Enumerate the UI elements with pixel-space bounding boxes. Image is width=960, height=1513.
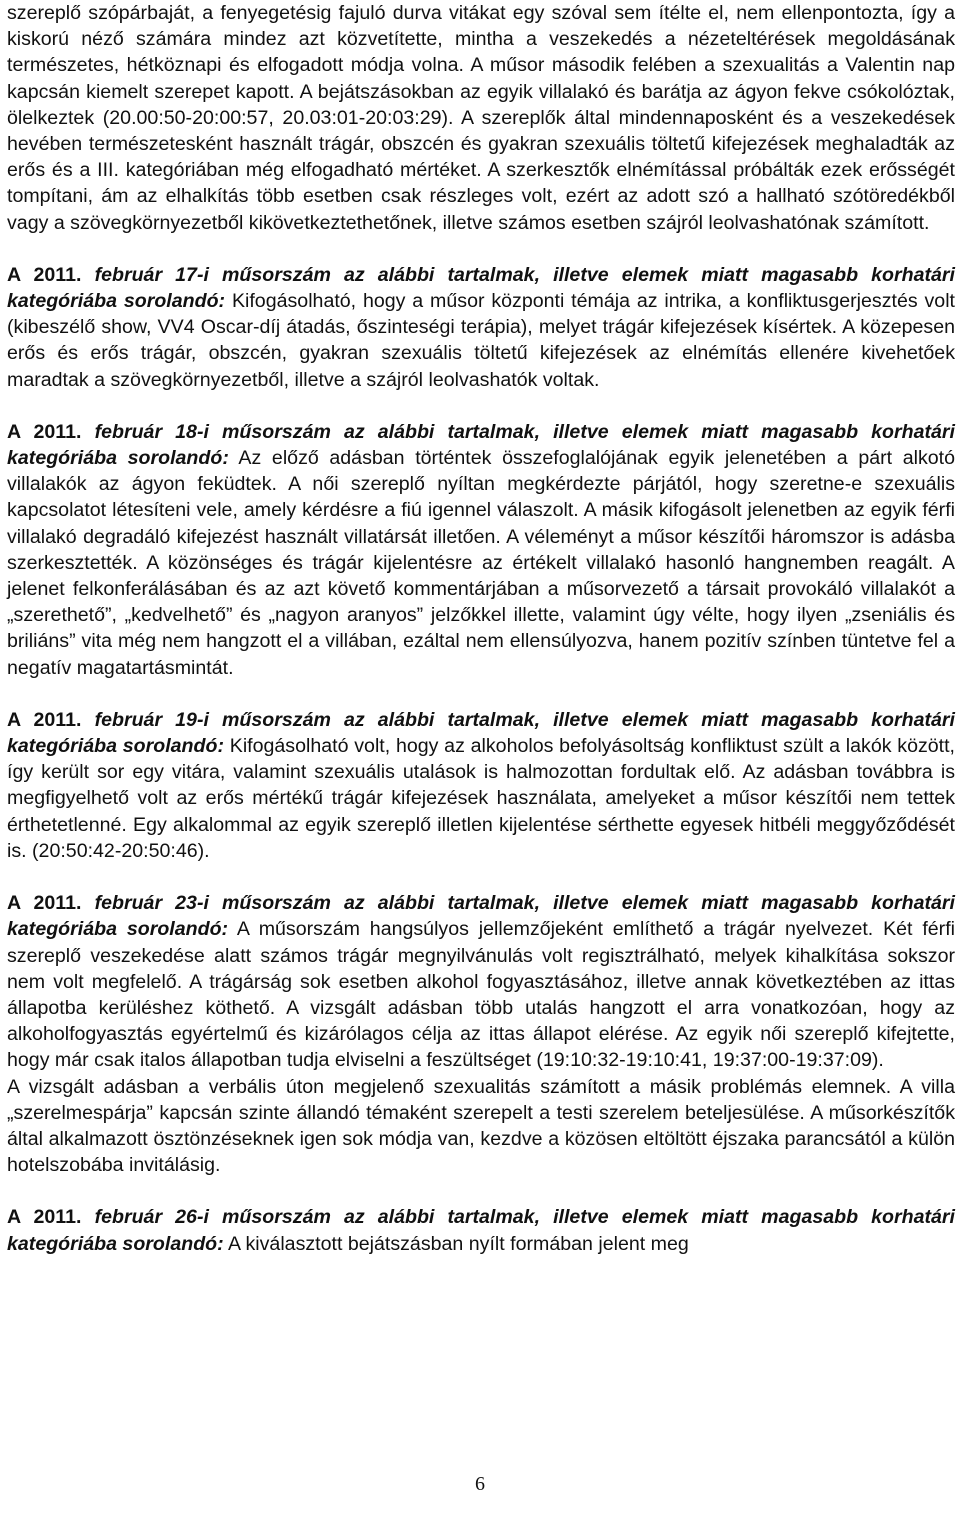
section-lead-text: február 17-i műsorszám az alábbi tartalmak, illetve elemek miatt magasabb korhatári kategóriába sorolandó: [7,263,955,313]
section-body: Kifogásolható volt, hogy az alkoholos befolyásoltság konfliktust szült a lakók között, így került sor egy vitára, valamint szexuális utalások is halmozottan fordultak elő. Az adásban továbbra is megfigyelhető volt az erős mértékű trágár kifejezések használata, amelyeket a műsor készítői nem tettek érthetetlenné. Egy alkalommal az egyik szereplő illetlen kijelentése sérthette egyesek hitbéli meggyőződését is. (20:50:42-20:50:46). [7,735,955,862]
section-body: A műsorszám hangsúlyos jellemzőjeként említhető a trágár nyelvezet. Két férfi szereplő veszekedése alatt számos trágár megnyilvánulás volt regisztrálható, melyek kihalkítása sokszor nem volt megfelelő. A trágárság sok esetben alkohol fogyasztásához, illetve annak következtében az ittas állapotba kerüléshez köthető. A vizsgált adásban több utalás hangzott el arra vonatkozóan, hogy az alkoholfogyasztás egyértelmű és kizárólagos célja az ittas állapot elérése. Az egyik női szereplő kifejtette, hogy már csak italos állapotban tudja elviselni a feszültséget (19:10:32-19:10:41, 19:37:00-19:37:09). [7,918,955,1072]
section-feb-26 [7,1204,955,1256]
section-year: A 2011. [7,892,82,915]
section-body: Kifogásolható, hogy a műsor központi témája az intrika, a konfliktusgerjesztés volt (kibeszélő show, VV4 Oscar-díj átadás, őszinteségi terápia), melyet trágár kifejezések kísértek. A közepesen erős és erős trágár, obszcén, gyakran szexuális töltetű kifejezések az elnémítás ellenére kivehetőek maradtak a szövegkörnyezetből, illetve a szájról leolvashatók voltak. [7,290,955,391]
section-year: A 2011. [7,420,82,443]
section-lead-text: február 26-i műsorszám az alábbi tartalmak, illetve elemek miatt magasabb korhatári kategóriába sorolandó: [7,1206,955,1255]
section-body: A kiválasztott bejátszásban nyílt formában jelent meg [228,1232,689,1255]
section-feb-18 [7,419,955,681]
section-year: A 2011. [7,263,82,286]
section-feb-19 [7,707,955,864]
document-page [7,0,955,1257]
section-feb-23-continuation: A vizsgált adásban a verbális úton megjelenő szexualitás számított a másik problémás elemnek. A villa „szerelmespárja” kapcsán szinte állandó témaként szerepelt a testi szerelem beteljesülése. A műsorkészítők által alkalmazott ösztönzéseknek igen sok módja van, kezdve a közösen eltöltött éjszaka parancsától a külön hotelszobába invitálásig. [7,1075,955,1177]
intro-paragraph: szereplő szópárbaját, a fenyegetésig fajuló durva vitákat egy szóval sem ítélte el, nem ellenpontozta, így a kiskorú néző számára mindez azt közvetítette, mintha a veszekedés a nézeteltérések megoldásának természetes, hétköznapi és elfogadott módja volna. A műsor második felében a szexualitás a Valentin nap kapcsán kiemelt szerepet kapott. A bejátszásokban az egyik villalakó és barátja az ágyon fekve csókolóztak, ölelkeztek (20.00:50-20:00:57, 20.03:01-20:03:29). A szereplők által mindennaposként és a veszekedések hevében természetesként használt trágár, obszcén és gyakran szexuális töltetű kifejezések meghaladták az erős és a III. kategóriában még elfogadható mértéket. A szerkesztők elnémítással próbálták ezek erősségét tompítani, ám az elhalkítás több esetben csak részleges volt, ezért az adott szó a hallható szótöredékből vagy a szövegkörnyezetből kikövetkeztethetőnek, illetve számos esetben szájról leolvashatónak számított. [7,2,955,234]
section-body: Az előző adásban történtek összefoglalójának egyik jelenetében a párt alkotó villalakók az ágyon feküdtek. A női szereplő nyíltan megkérdezte párjától, hogy szeretne-e szexuális kapcsolatot létesíteni vele, amely kérdésre a fiú igennel válaszolt. A másik kifogásolt jelenetben az egyik férfi villalakó degradáló kifejezést használt villatársát illetően. A véleményt a műsor készítői háromszor is adásba szerkesztették. A közönséges és trágár kijelentésre az értékelt villalakó hasonló hangnemben reagált. A jelenet felkonferálásában és az azt követő kommentárjában a műsorvezető a társait provokáló villalakót a „szerethető”, „kedvelhető” és „nagyon aranyos” jelzőkkel illette, valamint úgy vélte, hogy ilyen „zseniális és briliáns” vita még nem hangzott el a villában, ezáltal nem ellensúlyozva, hanem pozitív színben tüntetve fel a negatív magatartásmintát. [7,447,955,679]
section-feb-23 [7,890,955,1073]
section-year: A 2011. [7,1206,82,1229]
section-lead-text: február 23-i műsorszám az alábbi tartalmak, illetve elemek miatt magasabb korhatári kategóriába sorolandó: [7,892,955,941]
page-number: 6 [475,1473,485,1495]
section-feb-17 [7,262,955,393]
section-lead-text: február 19-i műsorszám az alábbi tartalmak, illetve elemek miatt magasabb korhatári kategóriába sorolandó: [7,708,955,758]
section-year: A 2011. [7,708,82,731]
section-lead-text: február 18-i műsorszám az alábbi tartalmak, illetve elemek miatt magasabb korhatári kategóriába sorolandó: [7,420,955,470]
